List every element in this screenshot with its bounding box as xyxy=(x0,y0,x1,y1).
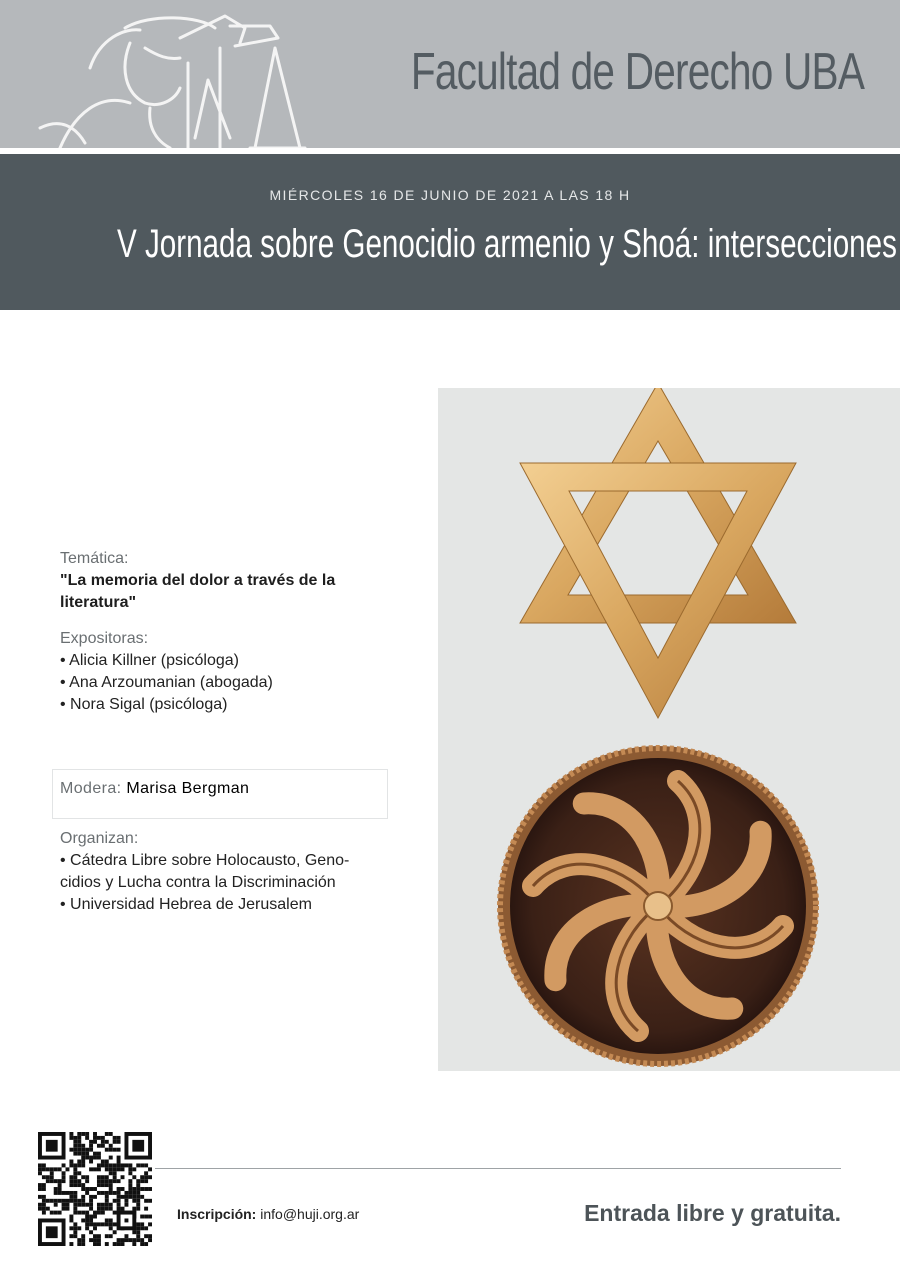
organizer-item: • Cátedra Libre sobre Holocausto, Geno- xyxy=(60,852,350,869)
faculty-name: Facultad de Derecho UBA xyxy=(410,43,864,101)
organizer-item: cidios y Lucha contra la Discriminación xyxy=(60,874,336,891)
organizers xyxy=(60,828,400,916)
topic-text: "La memoria del dolor a través de la literatura" xyxy=(60,572,336,611)
organizer-item: • Universidad Hebrea de Jerusalem xyxy=(60,896,312,913)
footer-divider xyxy=(155,1168,841,1169)
speakers-label: Expositoras: xyxy=(60,630,149,647)
organizers-label: Organizan: xyxy=(60,830,139,847)
moderator-box xyxy=(52,769,388,819)
speaker-item: • Alicia Killner (psicóloga) xyxy=(60,652,240,669)
speaker-item: • Ana Arzoumanian (abogada) xyxy=(60,674,273,691)
registration xyxy=(177,1206,359,1222)
star-of-david-icon xyxy=(520,388,796,718)
moderator-name: Marisa Bergman xyxy=(126,780,250,797)
admission-note: Entrada libre y gratuita. xyxy=(584,1200,841,1226)
justice-logo-icon xyxy=(30,8,330,148)
university-acronym: UBA xyxy=(782,43,864,101)
registration-email[interactable]: info@huji.org.ar xyxy=(260,1206,360,1222)
moderator-label: Modera: xyxy=(60,780,122,797)
qr-code-icon xyxy=(38,1132,152,1246)
event-title: V Jornada sobre Genocidio armenio y Shoá: intersecciones xyxy=(117,222,897,266)
speaker-item: • Nora Sigal (psicóloga) xyxy=(60,696,228,713)
symbols-image xyxy=(438,388,900,1071)
event-details xyxy=(60,548,400,716)
topic-label: Temática: xyxy=(60,550,129,567)
registration-label: Inscripción: xyxy=(177,1206,257,1222)
event-date: MIÉRCOLES 16 DE JUNIO DE 2021 A LAS 18 H xyxy=(269,187,631,203)
armenian-eternity-sign-icon xyxy=(498,746,818,1066)
